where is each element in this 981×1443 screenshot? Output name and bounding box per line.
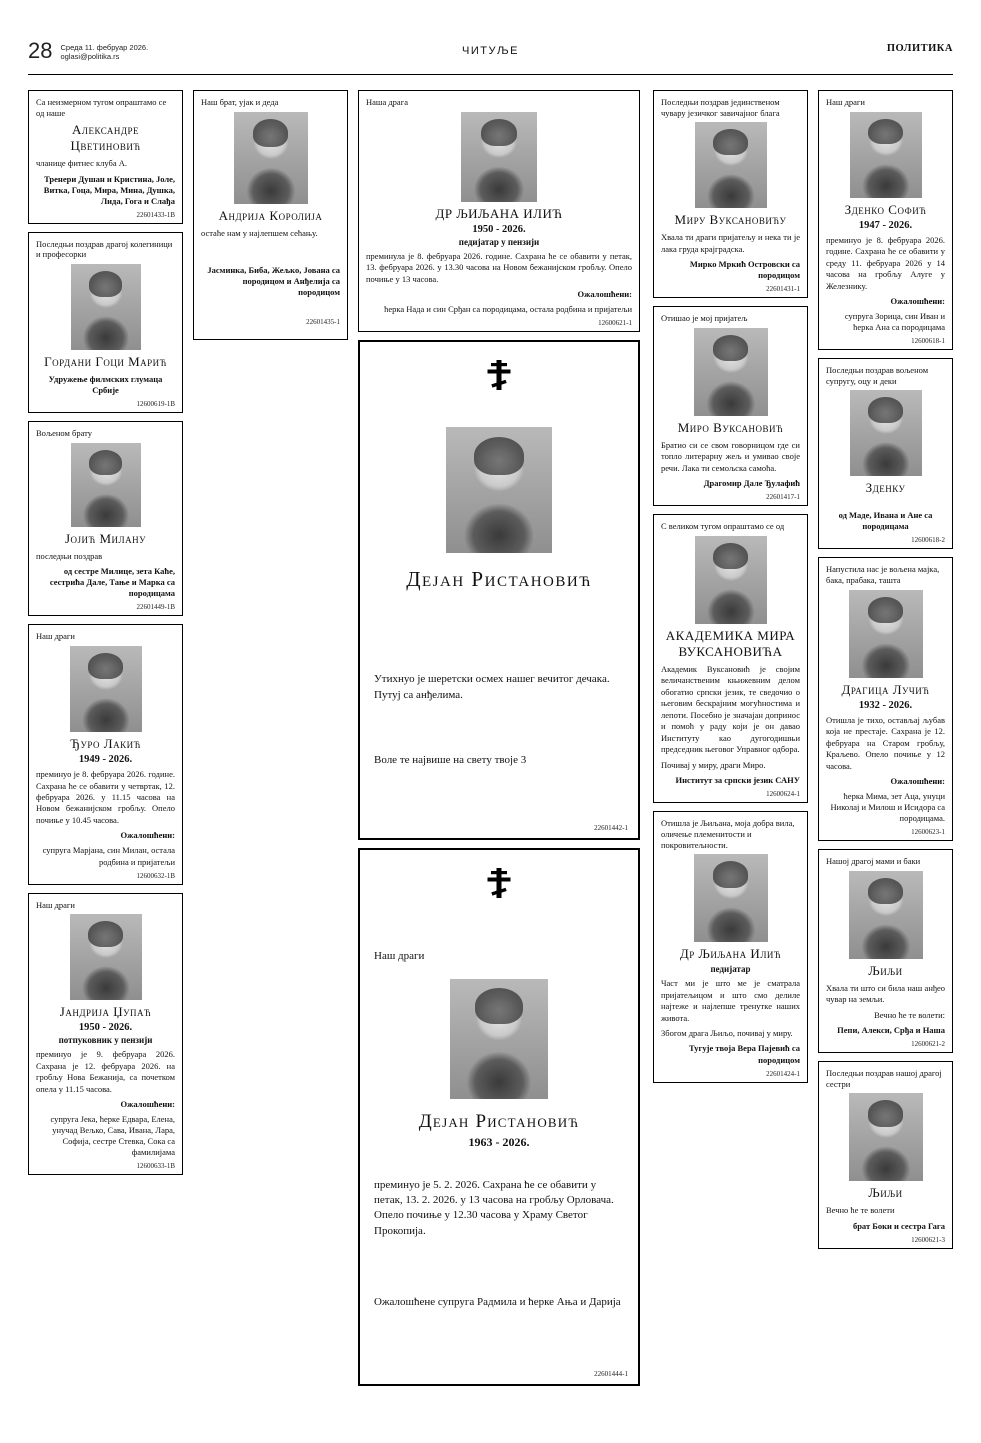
deceased-name: Љиљи: [868, 962, 903, 978]
obituary-akademik-vuksanovic: [653, 514, 808, 803]
section-title: ЧИТУЉЕ: [462, 45, 519, 57]
signature: Тренери Душан и Кристина, Јоле, Витка, Гоца, Мира, Мина, Душка, Лида, Гога и Слађа: [43, 173, 175, 206]
signature: супруга Јека, ћерке Едвара, Елена, унучад Вељко, Сава, Ивана, Лара, Софија, сестре Стевка, Сока са фамилијама: [50, 1114, 175, 1158]
deceased-dates: 1963 - 2026.: [468, 1134, 530, 1149]
signature: ћерка Нада и син Срђан са породицама, остала родбина и пријатељи: [384, 304, 632, 315]
obituary-body-2: Збогом драга Љиљо, почивај у миру.: [661, 1028, 793, 1038]
lead-text: Последњи поздрав јединственом чувару језичког завичајног блага: [661, 97, 780, 118]
signature: Тугује твоја Вера Пајевић са породицом: [689, 1043, 800, 1065]
deceased-name: Дејан Ристановић: [406, 567, 592, 592]
reference-number: 12600618-2: [911, 536, 945, 545]
mourners-label: Ожалошћени:: [577, 289, 632, 300]
reference-number: 22601431-1: [766, 285, 800, 294]
obituary-body: преминуо је 9. фебруара 2026. Сахрана је 12. фебруара 2026. на гробљу Нова Бежанија, са почетком опела у 11.15 часова.: [36, 1049, 175, 1094]
signature: Удружење филмских глумаца Србије: [48, 374, 163, 396]
reference-number: 12600619-1В: [136, 400, 175, 409]
page-number: 28: [28, 38, 53, 63]
portrait-photo: [694, 854, 768, 942]
signature: ћерка Мима, зет Аца, унуци Николај и Милош и Исидора са породицама.: [830, 791, 945, 824]
deceased-title: педијатар: [710, 964, 751, 975]
obituary-body: Утихнуо је шеретски осмех нашег вечитог дечака. Путуј са анђелима.: [374, 673, 610, 701]
obituary-body: чланице фитнес клуба А.: [36, 158, 128, 169]
portrait-photo: [850, 390, 922, 476]
reference-number: 22601442-1: [594, 824, 628, 833]
obituary-ljiljana-ilic: [358, 90, 640, 332]
obituary-aleksandra-cvetinovic: [28, 90, 183, 224]
deceased-name: Гордани Гоци Марић: [44, 354, 167, 370]
deceased-name: Дејан Ристановић: [418, 1110, 580, 1132]
obituary-gordana-goca-maric: [28, 232, 183, 413]
obituary-andrija-korolija: [193, 90, 348, 340]
obituary-body: последњи поздрав: [36, 550, 103, 561]
portrait-photo: [849, 871, 923, 959]
portrait-photo: [695, 122, 767, 208]
signature: Институт за српски језик САНУ: [675, 775, 800, 786]
column-1: [28, 90, 183, 1183]
obituary-zdenku: [818, 358, 953, 549]
obituary-miro-vuksanovic-2: [653, 306, 808, 506]
obituary-body: Хвала ти драги пријатељу и нека ти је лака груда крајградска.: [661, 232, 800, 254]
reference-number: 12600624-1: [766, 790, 800, 799]
obituary-body: Хвала ти што си била наш анђео чувар на земљи.: [826, 982, 945, 1005]
photo-hair: [868, 397, 903, 423]
paper-title: ПОЛИТИКА: [886, 43, 953, 54]
portrait-photo: [694, 328, 768, 416]
lead-text: С великом тугом опраштамо се од: [661, 521, 785, 532]
reference-number: 22601417-1: [766, 493, 800, 502]
column-5: [818, 90, 953, 1257]
portrait-photo: [234, 112, 308, 204]
deceased-title: потпуковник у пензији: [58, 1035, 153, 1046]
mourners-label: Ожалошћени:: [120, 1099, 175, 1110]
deceased-dates: 1949 - 2026.: [78, 754, 133, 766]
photo-hair: [713, 543, 748, 569]
obituary-zdenko-sofic: [818, 90, 953, 350]
lead-text: Отишао је мој пријатељ: [661, 313, 748, 324]
reference-number: 12600621-2: [911, 1039, 945, 1048]
obituary-body: преминуо је 5. 2. 2026. Сахрана ће се обавити у петак, 13. 2. 2026. у 13 часова на гробљу Орловача. Опело почиње у 12.30 часова у Храму Светог Прокопија.: [374, 1178, 614, 1237]
cross-icon: [374, 358, 624, 397]
obituary-body: Братио си се свом говорницом где си топло литерарну жељ и умивао своје речи. Лака ти семољска самоћа.: [661, 439, 800, 473]
deceased-name: Миру Вуксановићу: [674, 212, 787, 228]
reference-number: 12600618-1: [911, 337, 945, 346]
deceased-name: Андрија Королија: [218, 207, 323, 223]
obituary-body: преминуо је 8. фебруара 2026. године. Сахрана ће се обавити у среду 11. фебруара 2026 у 14 часова на гробљу Алуге у Железнику.: [826, 234, 945, 291]
deceased-name: Миро Вуксановић: [677, 419, 784, 435]
signature: брат Боки и сестра Гага: [852, 1220, 945, 1231]
deceased-name: Ђуро Лакић: [70, 736, 141, 752]
deceased-dates: 1950 - 2026.: [472, 223, 526, 235]
lead-text: Последњи поздрав нашој драгој сестри: [826, 1067, 942, 1089]
reference-number: 22601424-1: [766, 1069, 800, 1078]
reference-number: 12600633-1В: [136, 1162, 175, 1171]
obituary-jojic-milan: [28, 421, 183, 616]
lead-text: Последњи поздрав вољеном супругу, оцу и деки: [826, 365, 929, 386]
deceased-name: Љиљи: [868, 1185, 903, 1201]
lead-text: Наш драги: [36, 899, 75, 910]
reference-number: 12600621-3: [911, 1235, 945, 1244]
signature: Пепи, Алекси, Срђа и Наша: [837, 1024, 945, 1035]
lead-text: Отишла је Љиљана, моја добра вила, оличење племенитости и покровитељности.: [661, 818, 795, 850]
photo-hair: [88, 921, 123, 947]
lead-text: Наш драги: [826, 97, 865, 107]
obituary-miro-vuksanovic-1: [653, 90, 808, 298]
signature: од сестре Милице, зета Каће, сестрића Дале, Тање и Марка са породицама: [49, 566, 175, 599]
deceased-dates: 1947 - 2026.: [858, 219, 913, 231]
obituary-body: преминула је 8. фебруара 2026. године. Сахрана ће се обавити у петак, 13. фебруара 2026. у 13.30 часова на Новом бежанијском гробљу. Опело почиње у 13 часова.: [366, 250, 632, 284]
photo-hair: [868, 1100, 904, 1126]
portrait-photo: [71, 443, 141, 527]
portrait-photo: [850, 112, 922, 198]
portrait-photo: [446, 427, 552, 553]
photo-hair: [481, 119, 517, 146]
reference-number: 12600621-1: [598, 319, 632, 328]
obituary-djuro-lakic: [28, 624, 183, 884]
signature: од Маде, Ивана и Ане са породицама: [838, 510, 933, 532]
signature-label: Вечно ће те волети:: [874, 1009, 945, 1020]
photo-hair: [868, 878, 904, 904]
column-3: [358, 90, 640, 1394]
photo-hair: [253, 119, 289, 147]
lead-text: Са неизмерном тугом опраштамо се од наше: [36, 97, 167, 118]
reference-number: 22601433-1В: [136, 210, 175, 219]
portrait-photo: [461, 112, 537, 202]
photo-hair: [713, 335, 749, 361]
reference-number: 22601444-1: [594, 1370, 628, 1379]
obituary-ljilji-2: [818, 1061, 953, 1249]
photo-hair: [88, 653, 123, 679]
portrait-photo: [849, 590, 923, 678]
deceased-name: Зденко Софић: [844, 201, 927, 217]
signature: Јасминка, Биба, Жељко, Јована са породицом и Анђелија са породицом: [207, 265, 340, 298]
obituary-body: остаће нам у најлепшем сећању.: [201, 227, 318, 238]
photo-hair: [713, 129, 748, 155]
obituary-body: Отишла је тихо, остављај љубав која не престаје. Сахрана је 12. фебруара на Старом гробљу, Краљево. Опело почиње у 12 часова.: [826, 714, 945, 771]
deceased-name: Зденку: [865, 480, 906, 496]
deceased-name: Јојић Милану: [64, 530, 146, 546]
portrait-photo: [849, 1093, 923, 1181]
portrait-photo: [450, 979, 548, 1099]
reference-number: 22601435-1: [306, 318, 340, 327]
lead-text: Наша драга: [366, 97, 408, 107]
deceased-dates: 1950 - 2026.: [78, 1022, 133, 1034]
lead-text: Напустила нас је вољена мајка, бака, прабака, ташта: [826, 564, 940, 586]
obituary-body-2: Почивај у миру, драги Миро.: [661, 759, 766, 770]
obituary-andrija-cupac: [28, 893, 183, 1176]
deceased-title: педијатар у пензији: [458, 236, 540, 247]
lead-text: Наш брат, ујак и деда: [201, 97, 279, 107]
column-4: [653, 90, 808, 1091]
signature: Мирко Мркић Островски са породицом: [689, 259, 800, 281]
signature: Драгомир Дале Ђулафић: [703, 478, 800, 489]
photo-hair: [713, 861, 749, 887]
signature: супруга Марјана, син Милан, остала родбина и пријатељи: [42, 845, 175, 867]
obituary-body: Вечно ће те волети: [826, 1205, 895, 1216]
column-2: [193, 90, 348, 348]
deceased-name: Др Љиљана Илић: [679, 946, 782, 962]
obituary-body: Част ми је што ме је сматрала пријатељицом и што смо делиле најтеже и најлепше тренутке наших живота.: [661, 978, 800, 1023]
reference-number: 12600632-1В: [136, 871, 175, 880]
obituary-dejan-ristanovic-2: [358, 848, 640, 1386]
cross-icon: [374, 866, 624, 905]
deceased-name: Драгица Лучић: [841, 681, 930, 697]
signature: Воле те највише на свету твоје 3: [374, 753, 527, 766]
photo-hair: [89, 450, 123, 475]
obituary-body: Академик Вуксановић је својим величанственим књижевним делом обогатио српски језик, те сведочио о његовим бескрајним могућностима и лепоти. Посебно је значајан допринос и помоћ у раду који је он давао Институту као дугогодишњи председник његовог Управног одбора.: [661, 663, 800, 755]
obituary-body: преминуо је 8. фебруара 2026. године. Сахрана ће се обавити у четвртак, 12. фебруара 2026. у 11.15 часова на Новом бежанијском гробљу. Опело почиње у 10.45 часова.: [36, 769, 175, 825]
portrait-photo: [71, 264, 141, 350]
lead-text: Нашој драгој мами и баки: [826, 856, 921, 867]
portrait-photo: [70, 914, 142, 1000]
photo-hair: [868, 597, 904, 623]
mourners-label: Ожалошћени:: [890, 776, 945, 787]
lead-text: Вољеном брату: [36, 428, 92, 439]
deceased-name: ДР ЉИЉАНА ИЛИЋ: [435, 205, 563, 221]
reference-number: 12600623-1: [911, 828, 945, 837]
reference-number: 22601449-1В: [136, 603, 175, 612]
lead-text: Последњи поздрав драгој колегиници и професорки: [36, 238, 173, 260]
mourners-label: Ожалошћени:: [120, 830, 175, 841]
obituary-dragica-lucic: [818, 557, 953, 841]
obituary-ljiljana-ilic-pedijatar: [653, 811, 808, 1082]
deceased-name: Александре Цветиновић: [70, 122, 141, 154]
signature: супруга Зорица, син Иван и ћерка Ана са породицама: [844, 311, 945, 333]
portrait-photo: [695, 536, 767, 624]
photo-hair: [474, 437, 525, 475]
masthead: [28, 40, 953, 75]
photo-hair: [89, 271, 123, 297]
obituary-dejan-ristanovic-1: [358, 340, 640, 840]
signature: Ожалошћене супруга Радмила и ћерке Ања и Дарија: [374, 1296, 621, 1309]
lead-text: Наш драги: [374, 950, 425, 963]
photo-hair: [868, 119, 903, 145]
deceased-dates: 1932 - 2026.: [858, 699, 913, 711]
masthead-email: oglasi@politika.rs: [60, 52, 120, 62]
deceased-name: АКАДЕМИКА МИРА ВУКСАНОВИЋА: [665, 627, 796, 659]
obituary-ljilji-1: [818, 849, 953, 1053]
photo-hair: [475, 988, 522, 1024]
masthead-date-line1: Среда 11. фебруар 2026.: [60, 43, 149, 52]
mourners-label: Ожалошћени:: [890, 295, 945, 306]
portrait-photo: [70, 646, 142, 732]
deceased-name: Јандрија Џупаћ: [59, 1004, 152, 1020]
lead-text: Наш драги: [36, 631, 75, 642]
